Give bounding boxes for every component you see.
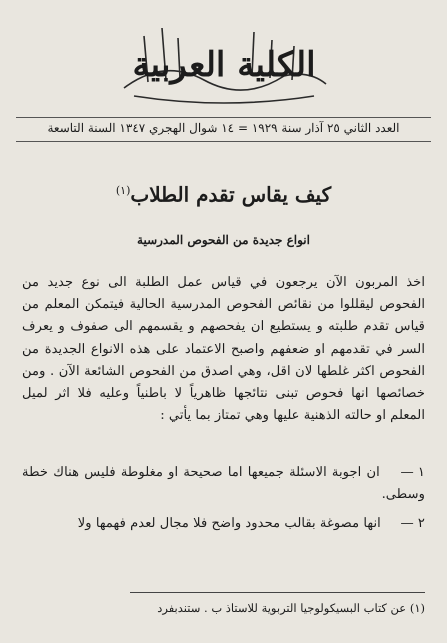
list-item-number: ١ — (400, 465, 425, 480)
list-item-text: انها مصوغة بقالب محدود واضح فلا مجال لعدم فهمها ولا (77, 516, 381, 532)
article-subtitle: انواع جديدة من الفحوص المدرسية (137, 233, 310, 247)
footnote-rule (130, 592, 425, 593)
body-paragraph: اخذ المربون الآن يرجعون في قياس عمل الطلبة الى نوع جديد من الفحوص ليقللوا من نقائص الفحوص المدرسية الحالية فيتمكن المعلم من قياس تقدم طلبته و يستطيع ان يفحصهم و يقسمهم الى صفوف و يعرف السر في تقدمهم او ضعفهم واصبح الاعتماد على هذه الانواع الجديدة من الفحوص اكثر غلطها لان اقل، وهي اصدق من الفحوص الشائعة الآن . ومن خصائصها انها فحوص تبنى نتائجها ظاهرياً لا باطنياً وعليه فلا اثر لميل المعلم او حالته الذهنية عليها وهي تمتاز بما يأتي : (22, 275, 425, 424)
article-title (20, 178, 427, 208)
features-list (22, 462, 425, 543)
header-rule-top (16, 117, 431, 118)
footnote-marker: (١) (115, 184, 131, 197)
list-item-number: ٢ — (400, 516, 425, 532)
masthead-title: الكلية العربية (131, 45, 316, 85)
list-item-text: ان اجوبة الاسئلة جميعها اما صحيحة او مغلوطة فليس هناك خطة وسطى. (22, 465, 425, 503)
issue-line: العدد الثاني ٢٥ آذار سنة ١٩٢٩ = ١٤ شوال الهجري ١٣٤٧ السنة التاسعة (47, 121, 400, 135)
footnote: (١) عن كتاب البسيكولوجيا التربوية للاستاذ ب . ستندبفرد (157, 601, 425, 615)
article-body (22, 272, 425, 427)
header-rule-bottom (16, 141, 431, 142)
article-title-text: كيف يقاس تقدم الطلاب (130, 182, 332, 207)
masthead-logo (104, 18, 344, 110)
list-item (22, 513, 425, 535)
masthead (0, 18, 447, 110)
list-item (22, 462, 425, 506)
